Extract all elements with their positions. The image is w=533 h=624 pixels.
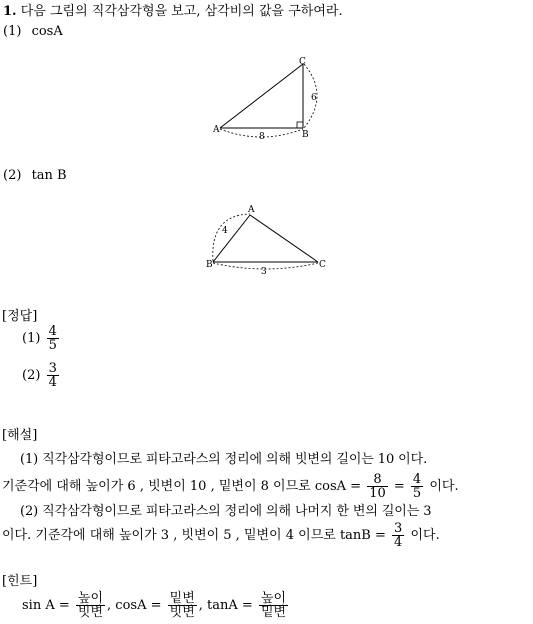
answer-1 [22,325,61,353]
fig2-label-bc: 3 [261,267,267,277]
problem-statement [3,4,343,20]
fraction-numerator: 8 [367,473,388,487]
fraction-denominator: 5 [412,486,422,501]
fig1-vertex-c: C [299,57,306,67]
fig1-vertex-a: A [213,125,220,135]
hint-sin-lhs: sin A = [22,598,70,613]
answer-2-denominator: 4 [48,375,57,390]
part2-label: (2) [3,168,22,183]
fig1-vertex-b: B [302,130,309,140]
answer-1-numerator: 4 [48,324,57,339]
fig2-vertex-a: A [248,205,255,215]
triangle-figure-1 [205,55,335,145]
fraction-numerator: 4 [412,472,422,487]
explanation-line-2-end: 이다. [429,479,459,494]
explanation-line-2-text: 기준각에 대해 높이가 6 , 빗변이 10 , 밑변이 8 이므로 cosA = [2,479,362,494]
fig1-side-ac [220,64,303,128]
part1-expression: cosA [31,24,63,39]
fraction-numerator: 높이 [260,591,287,606]
fig2-label-ab: 4 [222,226,228,236]
hint-tan-fraction [259,592,288,619]
fraction-denominator: 10 [369,486,386,501]
hint-cos-lhs: cosA = [115,598,162,613]
fraction-numerator: 3 [394,521,403,536]
problem-text: 다음 그림의 직각삼각형을 보고, 삼각비의 값을 구하여라. [20,4,343,19]
fig2-arc-ab [213,214,250,261]
explanation-fraction-3-4 [392,522,404,549]
hint-header: [힌트] [2,574,38,589]
hint-cos-fraction [168,592,197,619]
explanation-header: [해설] [2,428,38,443]
fraction-denominator: 빗변 [169,605,195,620]
explanation-fraction-8-10 [367,473,388,500]
explanation-fraction-4-5 [411,473,423,500]
fig2-side-ac [250,215,318,262]
hint-tan-lhs: tanA = [207,598,253,613]
fig2-vertex-c: C [319,260,326,270]
hint-separator: , [198,598,203,613]
fraction-numerator: 밑변 [169,591,195,606]
fraction-denominator: 빗변 [77,605,104,620]
hint-sin-fraction [76,592,105,619]
explanation-line-2 [2,472,459,502]
answer-2-label: (2) [22,368,41,383]
answer-1-fraction [47,325,59,352]
answer-2-numerator: 3 [48,361,57,376]
equals-sign: = [393,479,405,494]
answer-1-label: (1) [22,331,41,346]
explanation-line-4 [2,521,440,551]
hint-separator: , [107,598,112,613]
explanation-line-4-text: 이다. 기준각에 대해 높이가 3 , 빗변이 5 , 밑변이 4 이므로 tanB = [2,528,386,543]
problem-number: 1. [3,4,17,19]
fraction-numerator: 높이 [77,591,104,606]
answer-header: [정답] [2,309,38,324]
answer-1-denominator: 5 [48,338,57,353]
explanation-line-3: (2) 직각삼각형이므로 피타고라스의 정리에 의해 나머지 한 변의 길이는 3 [20,504,432,519]
part1-heading [3,24,63,40]
part2-expression: tan B [31,168,67,183]
hint-formulas [22,590,290,622]
fig1-right-angle-mark [297,122,303,128]
fig2-vertex-b: B [206,260,213,270]
triangle-figure-2 [200,200,330,280]
explanation-line-4-end: 이다. [410,528,440,543]
fig1-label-bc: 6 [311,93,317,103]
explanation-line-1: (1) 직각삼각형이므로 피타고라스의 정리에 의해 빗변의 길이는 10 이다. [20,452,428,467]
fraction-denominator: 밑변 [260,605,287,620]
fraction-denominator: 4 [394,535,403,550]
fig2-side-ab [213,215,250,262]
answer-2-fraction [47,362,59,389]
part1-label: (1) [3,24,22,39]
answer-2 [22,362,61,390]
part2-heading [3,168,67,184]
fig1-label-ab: 8 [259,132,265,142]
